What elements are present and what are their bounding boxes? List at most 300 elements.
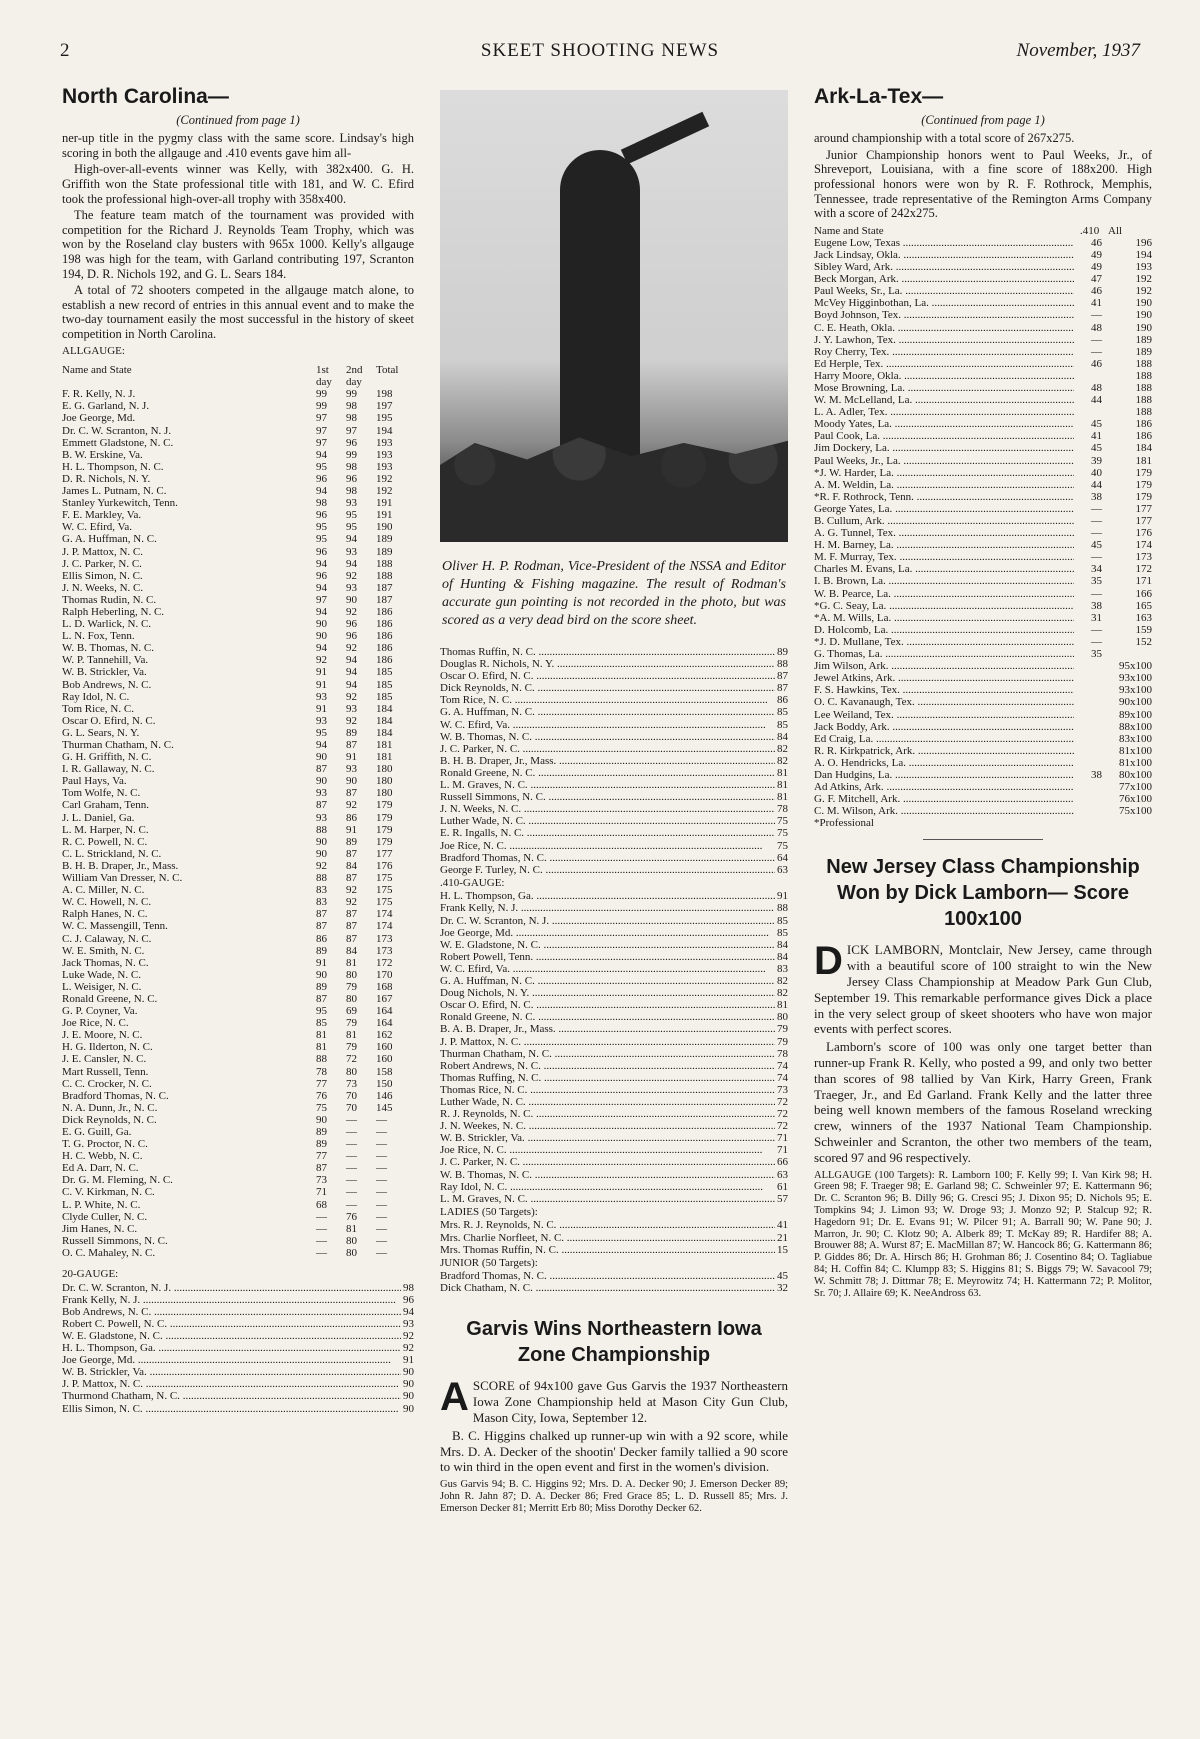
total-score: 188 xyxy=(376,557,393,570)
table-row xyxy=(814,539,1152,551)
second-day-score: 87 xyxy=(346,739,357,751)
list-item xyxy=(440,1120,788,1132)
score-410 xyxy=(1074,370,1102,382)
list-item xyxy=(440,999,788,1011)
shooter-name: Dan Hudgins, La. ..... xyxy=(814,769,1074,781)
table-row xyxy=(62,763,414,775)
shooter-name: R. R. Kirkpatrick, Ark. ..... xyxy=(814,745,1074,757)
paragraph: High-over-all-events winner was Kelly, with 382x400. G. H. Griffith won the State professional title with 181, and W. C. Efird took the professional high-over-all trophy with 358x400. xyxy=(62,162,414,206)
first-day-score: 90 xyxy=(316,618,327,631)
first-day-score: 97 xyxy=(316,424,327,437)
shooter-name: E. G. Guill, Ga. xyxy=(62,1126,132,1138)
table-row xyxy=(62,1186,414,1198)
photo-caption: Oliver H. P. Rodman, Vice-President of the NSSA and Editor of Hunting & Fishing magazine. The result of Rodman's accurate gun pointing is not recorded in the photo, but was scored as a very dead bird on the score sheet. xyxy=(442,559,786,628)
list-item xyxy=(440,731,788,743)
list-item xyxy=(440,658,788,670)
shooter-name: Ellis Simon, N. C. xyxy=(62,569,143,582)
article-heading: Ark-La-Tex— xyxy=(814,85,944,108)
score: 74 xyxy=(777,1059,788,1072)
shooter-name: W. M. McLelland, La. ..... xyxy=(814,394,1074,406)
list-item xyxy=(440,1232,788,1244)
score: 57 xyxy=(777,1192,788,1205)
shooter-name: Dr. C. W. Scranton, N. J. ..... xyxy=(440,915,775,927)
col-first: 1st day xyxy=(316,364,332,389)
score: 94 xyxy=(403,1305,414,1318)
shooter-name: Ronald Greene, N. C. ..... xyxy=(440,767,775,779)
second-day-score: 73 xyxy=(346,1077,357,1090)
score-410 xyxy=(1074,733,1102,745)
shooter-name: Robert Powell, Tenn. ..... xyxy=(440,951,775,963)
table-row xyxy=(62,594,414,606)
table-row xyxy=(62,533,414,545)
table-row xyxy=(814,588,1152,600)
score: 92 xyxy=(403,1330,414,1342)
shooter-name: O. C. Mahaley, N. C. xyxy=(62,1246,156,1259)
total-score: — xyxy=(376,1138,387,1151)
second-day-score: 98 xyxy=(346,400,357,413)
score-410: 45 xyxy=(1091,442,1102,455)
shooter-name: A. O. Hendricks, La. ..... xyxy=(814,757,1074,769)
shooter-name: Ray Idol, N. C. xyxy=(62,690,130,703)
total-score: 174 xyxy=(376,920,393,933)
first-day-score: 89 xyxy=(316,1126,327,1138)
shooter-name: Oscar O. Efird, N. C. ..... xyxy=(440,999,775,1011)
table-row xyxy=(62,751,414,763)
shooter-name: O. C. Kavanaugh, Tex. ..... xyxy=(814,696,1074,708)
first-day-score: 94 xyxy=(316,581,327,594)
shooter-name: J. P. Mattox, N. C. xyxy=(62,545,143,558)
score-all: 173 xyxy=(1135,551,1152,564)
shooter-name: G. P. Coyner, Va. xyxy=(62,1005,138,1018)
second-day-score: 94 xyxy=(346,666,357,679)
score: 90 xyxy=(403,1402,414,1415)
total-score: 180 xyxy=(376,775,393,788)
score: 90 xyxy=(403,1390,414,1403)
shooter-name: Thurmond Chatham, N. C. ..... xyxy=(62,1390,401,1402)
divider xyxy=(923,839,1043,840)
score-410: 49 xyxy=(1091,248,1102,261)
total-score: 179 xyxy=(376,811,393,824)
score-410 xyxy=(1074,757,1102,769)
list-item xyxy=(440,951,788,963)
score-all: 95x100 xyxy=(1119,660,1152,673)
section-label: .410-GAUGE: xyxy=(440,876,505,889)
score: 82 xyxy=(777,754,788,767)
shooter-name: Ray Idol, N. C. ..... xyxy=(440,1181,775,1193)
shooter-name: Lee Weiland, Tex. ..... xyxy=(814,709,1074,721)
score: 15 xyxy=(777,1243,788,1256)
second-day-score: 98 xyxy=(346,485,357,498)
shooter-name: W. B. Thomas, N. C. ..... xyxy=(440,731,775,743)
footnote: *Professional xyxy=(814,817,874,830)
second-day-score: 87 xyxy=(346,932,357,945)
total-score: 185 xyxy=(376,666,393,679)
table-row xyxy=(814,769,1152,781)
second-day-score: 79 xyxy=(346,980,357,993)
list-item xyxy=(440,827,788,839)
score-all: 196 xyxy=(1135,236,1152,249)
score-410: — xyxy=(1091,635,1102,648)
shooter-name: Robert Andrews, N. C. ..... xyxy=(440,1060,775,1072)
score: 21 xyxy=(777,1231,788,1244)
shooter-name: Mrs. Charlie Norfleet, N. C. ..... xyxy=(440,1232,775,1244)
shooter-name: G. A. Huffman, N. C. xyxy=(62,533,157,546)
first-day-score: 88 xyxy=(316,872,327,885)
col-all: All xyxy=(1108,224,1123,237)
second-day-score: — xyxy=(346,1126,357,1138)
total-score: 181 xyxy=(376,751,393,764)
list-item xyxy=(62,1390,414,1402)
table-row xyxy=(62,679,414,691)
shooter-name: J. Y. Lawhon, Tex. ..... xyxy=(814,334,1074,346)
table-row xyxy=(62,1114,414,1126)
col-second: 2nd day xyxy=(346,364,363,389)
section-label: LADIES (50 Targets): xyxy=(440,1205,538,1218)
shooter-name: W. B. Thomas, N. C. xyxy=(62,642,154,655)
table-row xyxy=(62,1235,414,1247)
score: 63 xyxy=(777,863,788,876)
table-row xyxy=(62,546,414,558)
shooter-name: C. L. Strickland, N. C. xyxy=(62,847,162,860)
shooter-name: W. C. Efird, Va. ..... xyxy=(440,719,775,731)
score: 84 xyxy=(777,938,788,951)
score-410: 44 xyxy=(1091,478,1102,491)
second-day-score: 92 xyxy=(346,799,357,812)
shooter-name: Oscar O. Efird, N. C. ..... xyxy=(440,670,775,682)
score-410: 38 xyxy=(1091,490,1102,503)
total-score: — xyxy=(376,1222,387,1235)
paragraph: around championship with a total score of 267x275. xyxy=(814,131,1075,146)
score-all: 88x100 xyxy=(1119,720,1152,733)
list-item xyxy=(440,987,788,999)
shooter-name: Luke Wade, N. C. xyxy=(62,968,141,981)
total-score: 181 xyxy=(376,739,393,751)
second-day-score: 87 xyxy=(346,787,357,800)
total-score: — xyxy=(376,1150,387,1163)
table-row xyxy=(814,781,1152,793)
table-row xyxy=(814,563,1152,575)
list-item xyxy=(440,791,788,803)
table-row xyxy=(62,485,414,497)
total-score: — xyxy=(376,1126,387,1138)
total-score: — xyxy=(376,1162,387,1175)
table-row xyxy=(62,497,414,509)
table-row xyxy=(814,418,1152,430)
total-score: — xyxy=(376,1246,387,1259)
table-row xyxy=(814,624,1152,636)
score-410 xyxy=(1074,781,1102,793)
score-all: 159 xyxy=(1135,623,1152,636)
shooter-name: F. S. Hawkins, Tex. ..... xyxy=(814,684,1074,696)
score-all: 188 xyxy=(1135,357,1152,370)
shooter-name: Ronald Greene, N. C. xyxy=(62,992,158,1005)
table-row xyxy=(814,406,1152,418)
shooter-name: C. E. Heath, Okla. ..... xyxy=(814,322,1074,334)
table-row xyxy=(62,1017,414,1029)
list-item xyxy=(440,975,788,987)
shooter-name: Thomas Rudin, N. C. xyxy=(62,593,157,606)
list-item xyxy=(440,1193,788,1205)
table-row xyxy=(62,1102,414,1114)
first-day-score: 81 xyxy=(316,1029,327,1042)
shooter-name: Dick Reynolds, N. C. xyxy=(62,1113,157,1126)
total-score: 195 xyxy=(376,412,393,425)
ark-la-tex-column xyxy=(814,85,1152,1299)
score: 91 xyxy=(403,1354,414,1367)
shooter-name: Paul Cook, La. ..... xyxy=(814,430,1074,442)
shooter-name: L. M. Graves, N. C. ..... xyxy=(440,1193,775,1205)
publication-title: SKEET SHOOTING NEWS xyxy=(480,40,720,61)
list-item xyxy=(62,1282,414,1294)
first-day-score: 88 xyxy=(316,823,327,836)
score-410 xyxy=(1074,721,1102,733)
table-row xyxy=(814,684,1152,696)
table-row xyxy=(62,1090,414,1102)
table-row xyxy=(62,461,414,473)
score-410 xyxy=(1074,745,1102,757)
shooter-name: W. B. Pearce, La. ..... xyxy=(814,588,1074,600)
second-day-score: 96 xyxy=(346,618,357,631)
second-day-score: 80 xyxy=(346,1065,357,1078)
total-score: 172 xyxy=(376,956,393,969)
list-item xyxy=(440,815,788,827)
score-all: 177 xyxy=(1135,515,1152,527)
table-row xyxy=(62,933,414,945)
first-day-score: 87 xyxy=(316,1162,327,1175)
table-row xyxy=(814,793,1152,805)
north-carolina-column xyxy=(62,85,414,1415)
second-day-score: — xyxy=(346,1138,357,1151)
table-row xyxy=(62,473,414,485)
shooter-name: Mrs. Thomas Ruffin, N. C. ..... xyxy=(440,1244,775,1256)
shooter-name: R. C. Powell, N. C. xyxy=(62,835,148,848)
shooter-name: James L. Putnam, N. C. xyxy=(62,485,167,498)
score-410: 47 xyxy=(1091,273,1102,286)
total-score: 150 xyxy=(376,1077,393,1090)
table-row xyxy=(62,570,414,582)
first-day-score: 97 xyxy=(316,412,327,425)
second-day-score: 93 xyxy=(346,497,357,510)
second-day-score: 89 xyxy=(346,835,357,848)
score-all: 90x100 xyxy=(1119,696,1152,709)
shooter-name: Jewel Atkins, Ark. ..... xyxy=(814,672,1074,684)
score-all: 89x100 xyxy=(1119,708,1152,721)
first-day-score: 96 xyxy=(316,509,327,522)
shooter-name: Bob Andrews, N. C. xyxy=(62,678,152,691)
second-day-score: 81 xyxy=(346,1222,357,1235)
score-410: 34 xyxy=(1091,563,1102,576)
total-score: 186 xyxy=(376,642,393,655)
score-all: 192 xyxy=(1135,273,1152,286)
score-410: — xyxy=(1091,527,1102,540)
shooter-name: Thurman Chatham, N. C. xyxy=(62,739,174,751)
table-row xyxy=(62,799,414,811)
shooter-name: Mart Russell, Tenn. xyxy=(62,1065,149,1078)
table-row xyxy=(62,400,414,412)
table-row xyxy=(814,660,1152,672)
shooter-name: H. L. Thompson, Ga. ..... xyxy=(440,890,775,902)
table-row xyxy=(62,824,414,836)
score: 84 xyxy=(777,950,788,963)
score-all: 75x100 xyxy=(1119,805,1152,818)
total-score: 179 xyxy=(376,823,393,836)
list-item xyxy=(440,670,788,682)
table-row xyxy=(814,805,1152,817)
shooter-name: Tom Rice, N. C. xyxy=(62,702,134,715)
total-score: 175 xyxy=(376,896,393,909)
score-all: 192 xyxy=(1135,285,1152,298)
first-day-score: 91 xyxy=(316,702,327,715)
total-score: 146 xyxy=(376,1089,393,1102)
score-all: 190 xyxy=(1135,297,1152,310)
shooter-name: Thomas Ruffing, N. C. ..... xyxy=(440,1072,775,1084)
shooter-name: Thomas Rice, N. C. ..... xyxy=(440,1084,775,1096)
table-row xyxy=(814,672,1152,684)
score-410: 41 xyxy=(1091,430,1102,443)
first-day-score: 83 xyxy=(316,884,327,897)
shooter-name: Eugene Low, Texas ..... xyxy=(814,237,1074,249)
first-day-score: 92 xyxy=(316,654,327,667)
shooter-name: *J. D. Mullane, Tex. ..... xyxy=(814,636,1074,648)
list-item xyxy=(440,840,788,852)
first-day-score: 89 xyxy=(316,1138,327,1151)
shooter-name: Jim Hanes, N. C. xyxy=(62,1222,138,1235)
first-day-score: 94 xyxy=(316,557,327,570)
paragraph: Lamborn's score of 100 was only one target better than runner-up Frank R. Kelly, who posted a 99, and only two better than scores of 98 tallied by Van Kirk, Harry Green, Frank Traeger, Jr., and Ed Garland. Frank Kelly and the latter three being well known members of the famous Roseland wrecking crew, winners of the 1937 National Team Championship. Schweinler and Scranton, the other two members of the team, scored 97 and 96 respectively. xyxy=(814,1039,1152,1165)
score-410: — xyxy=(1091,623,1102,636)
total-score: — xyxy=(376,1210,387,1223)
list-item xyxy=(440,902,788,914)
list-item xyxy=(440,963,788,975)
score: 81 xyxy=(777,766,788,779)
second-day-score: 70 xyxy=(346,1101,357,1114)
score-410: 48 xyxy=(1091,321,1102,334)
table-row xyxy=(814,515,1152,527)
list-item xyxy=(440,646,788,658)
score: 82 xyxy=(777,975,788,988)
shooter-name: Jim Wilson, Ark. ..... xyxy=(814,660,1074,672)
shooter-name: W. C. Massengill, Tenn. xyxy=(62,920,168,933)
score-410: 31 xyxy=(1091,611,1102,624)
paragraph: ner-up title in the pygmy class with the same score. Lindsay's high scoring in both the allgauge and .410 events gave him all- xyxy=(62,131,414,160)
second-day-score: 80 xyxy=(346,992,357,1005)
results-paragraph: ALLGAUGE (100 Targets): R. Lamborn 100; F. Kelly 99; I. Van Kirk 98; H. Green 98; F. Traeger 98; E. Garland 98; C. Schweinler 97; E. Kattermann 96; Dr. C. Scranton 96; B. Dilly 96; G. Cresci 95; J. Dixon 95; D. Nichols 95; E. Tompkins 94; J. Limon 93; W. Droge 93; J. Monzo 92; P. Stalcup 92; R. Hagedorn 91; Dr. E. Evans 91; W. Pilcer 91; A. Barrall 90; W. Pane 90; J. Marron, Jr. 90; C. Klotz 90; A. Alberk 89; T. McKay 89; R. Hardifer 88; A. Brouwer 88; A. Wurst 87; E. MacMillan 87; W. Hancock 86; G. Kattermann 86; P. Giddes 86; Dr. A. Hirsch 86; H. Grohman 86; J. Cosentino 84; O. Tagliabue 84; H. Coffin 84; C. Klumpp 83; S. Higgins 81; S. Biggs 79; W. Savacool 79; W. Schmitt 78; J. Dittmar 78; E. Meyrowitz 74; H. Kattermann 72; P. Molitor, Sr. 70; J. Allaire 69; K. NeeAndross 63. xyxy=(814,1169,1152,1299)
shooter-name: J. N. Weeks, N. C. xyxy=(62,581,144,594)
list-item xyxy=(440,1156,788,1168)
shooter-name: H. L. Thompson, Ga. ..... xyxy=(62,1342,401,1354)
table-row xyxy=(814,467,1152,479)
col-name: Name and State xyxy=(62,364,132,377)
shooter-name: Ed Herple, Tex. ..... xyxy=(814,358,1074,370)
list-item xyxy=(62,1306,414,1318)
shooter-name: Emmett Gladstone, N. C. xyxy=(62,436,174,449)
page-number: 2 xyxy=(60,40,70,61)
list-item xyxy=(440,939,788,951)
total-score: — xyxy=(376,1234,387,1247)
shooter-name: Russell Simmons, N. C. ..... xyxy=(440,791,775,803)
table-row xyxy=(814,346,1152,358)
shooter-name: Charles M. Evans, La. ..... xyxy=(814,563,1074,575)
shooter-name: Luther Wade, N. C. ..... xyxy=(440,1096,775,1108)
list-item xyxy=(62,1403,414,1415)
shooter-name: Paul Weeks, Sr., La. ..... xyxy=(814,285,1074,297)
shooter-name: F. E. Markley, Va. xyxy=(62,509,142,522)
paragraph: SCORE of 94x100 gave Gus Garvis the 1937 Northeastern Iowa Zone Championship held at Mason City Gun Club, Mason City, Iowa, September 12. xyxy=(472,1378,788,1426)
drop-cap: D xyxy=(814,939,843,984)
total-score: — xyxy=(376,1198,387,1211)
shooter-name: Tom Rice, N. C. ..... xyxy=(440,694,775,706)
list-item xyxy=(440,1244,788,1256)
first-day-score: 87 xyxy=(316,908,327,921)
list-item xyxy=(440,1282,788,1294)
score-all: 171 xyxy=(1135,575,1152,588)
second-day-score: 90 xyxy=(346,593,357,606)
first-day-score: 98 xyxy=(316,497,327,510)
score-all: 179 xyxy=(1135,466,1152,479)
table-row xyxy=(814,285,1152,297)
score: 45 xyxy=(777,1270,788,1283)
shooter-name: Tom Wolfe, N. C. xyxy=(62,787,141,800)
shooter-name: B. H. B. Draper, Jr., Mass. xyxy=(62,859,179,872)
second-day-score: 92 xyxy=(346,714,357,727)
table-row xyxy=(62,957,414,969)
shooter-name: George Yates, La. ..... xyxy=(814,503,1074,515)
table-row xyxy=(62,945,414,957)
continued-note: (Continued from page 1) xyxy=(921,112,1045,127)
score-410: 46 xyxy=(1091,236,1102,249)
second-day-score: 80 xyxy=(346,968,357,981)
score-410: 38 xyxy=(1091,599,1102,612)
total-score: 168 xyxy=(376,980,393,993)
total-score: 191 xyxy=(376,497,393,510)
second-day-score: 99 xyxy=(346,448,357,461)
table-row xyxy=(814,455,1152,467)
total-score: 180 xyxy=(376,763,393,776)
ark-results-table xyxy=(814,237,1152,818)
second-day-score: 93 xyxy=(346,763,357,776)
score-all: 83x100 xyxy=(1119,732,1152,745)
shooter-name: J. P. Mattox, N. C. ..... xyxy=(62,1378,401,1390)
table-row xyxy=(814,358,1152,370)
second-day-score: 87 xyxy=(346,920,357,933)
paragraph: The feature team match of the tournament was provided with competition for the Richard J. Reynolds Team Trophy, which was won by the Roseland clay busters with 965x 1000. Kelly's allgauge 198 was high for the team, with Garland contributing 197, Scranton 194, D. R. Nichols 192, and G. L. Sears 184. xyxy=(62,208,414,281)
list-item xyxy=(440,1096,788,1108)
shooter-name: J. C. Parker, N. C. ..... xyxy=(440,743,775,755)
first-day-score: 96 xyxy=(316,472,327,485)
table-row xyxy=(814,757,1152,769)
table-row xyxy=(62,582,414,594)
table-row xyxy=(62,1053,414,1065)
table-row xyxy=(814,503,1152,515)
table-row xyxy=(62,437,414,449)
shooter-name: Russell Simmons, N. C. xyxy=(62,1234,168,1247)
first-day-score: 96 xyxy=(316,545,327,558)
list-item xyxy=(62,1354,414,1366)
shooter-name: Jim Dockery, La. ..... xyxy=(814,442,1074,454)
score-410 xyxy=(1074,672,1102,684)
score: 63 xyxy=(777,1168,788,1181)
table-row xyxy=(814,322,1152,334)
total-score: — xyxy=(376,1186,387,1199)
first-day-score: 90 xyxy=(316,775,327,788)
first-day-score: 93 xyxy=(316,811,327,824)
total-score: 194 xyxy=(376,424,393,437)
first-day-score: 81 xyxy=(316,1041,327,1054)
col-410: .410 xyxy=(1080,224,1100,237)
score-410 xyxy=(1074,660,1102,672)
score: 89 xyxy=(777,646,788,658)
second-day-score: 98 xyxy=(346,460,357,473)
